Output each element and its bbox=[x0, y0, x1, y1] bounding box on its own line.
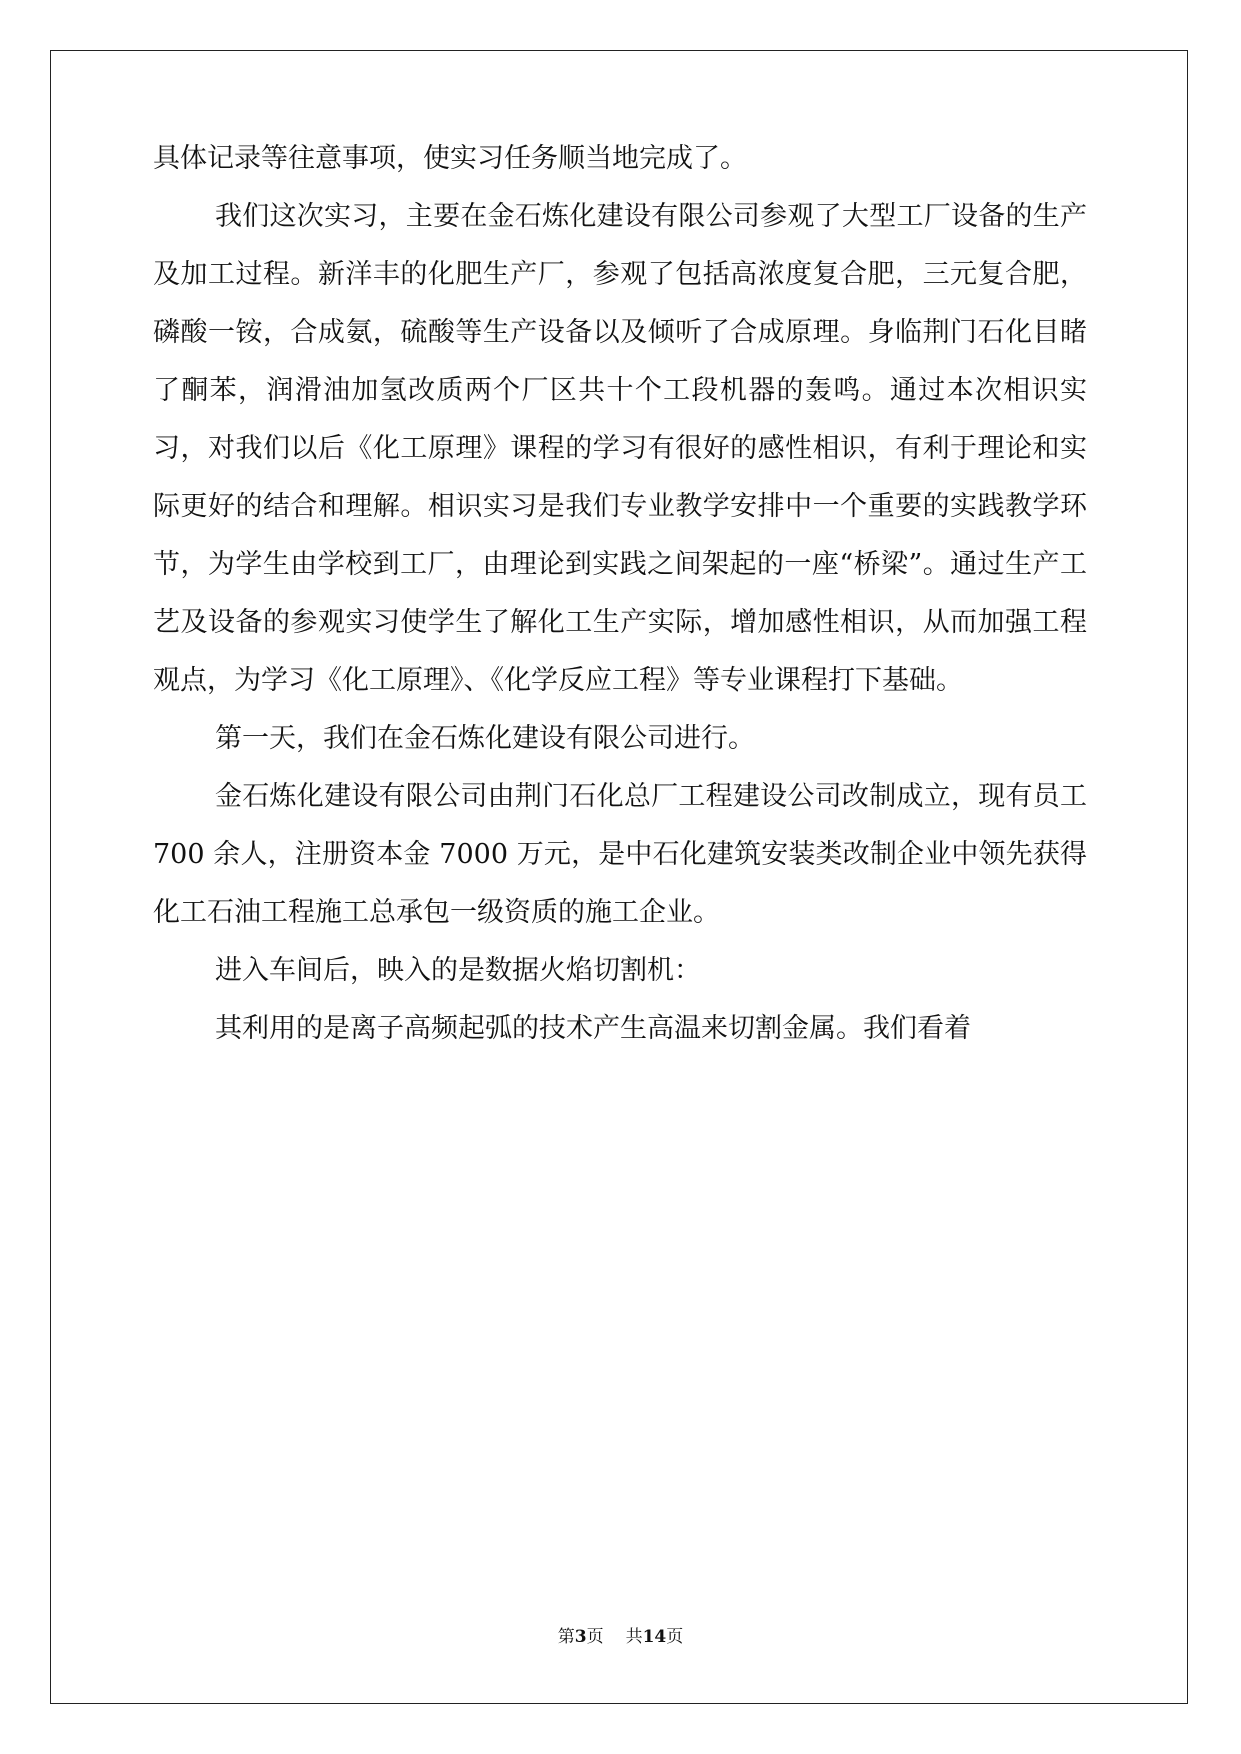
paragraph-internship-overview: 我们这次实习，主要在金石炼化建设有限公司参观了大型工厂设备的生产及加工过程。新洋丰的化肥生产厂，参观了包括高浓度复合肥，三元复合肥，磷酸一铵，合成氨，硫酸等生产设备以及倾听了合成原理。身临荆门石化目睹了酮苯，润滑油加氢改质两个厂区共十个工段机器的轰鸣。通过本次相识实习，对我们以后《化工原理》课程的学习有很好的感性相识，有利于理论和实际更好的结合和理解。相识实习是我们专业教学安排中一个重要的实践教学环节，为学生由学校到工厂，由理论到实践之间架起的一座“桥梁”。通过生产工艺及设备的参观实习使学生了解化工生产实际，增加感性相识，从而加强工程观点，为学习《化工原理》、《化学反应工程》等专业课程打下基础。 bbox=[153, 201, 1087, 696]
total-pages: 14 bbox=[642, 1627, 667, 1647]
page-footer bbox=[0, 1622, 1241, 1647]
page-number: 3 bbox=[574, 1627, 587, 1647]
paragraph-day-one: 第一天，我们在金石炼化建设有限公司进行。 bbox=[215, 723, 755, 754]
paragraph-continuation: 具体记录等往意事项，使实习任务顺当地完成了。 bbox=[153, 143, 747, 174]
paragraph-workshop-entry: 进入车间后，映入的是数据火焰切割机： bbox=[215, 955, 701, 986]
page-suffix: 页 bbox=[586, 1627, 604, 1647]
paragraph-company-intro: 金石炼化建设有限公司由荆门石化总厂工程建设公司改制成立，现有员工 700 余人，注册资本金 7000 万元，是中石化建筑安装类改制企业中领先获得化工石油工程施工总承包一级资质的施工企业。 bbox=[153, 781, 1087, 928]
paragraph-cutting-machine: 其利用的是离子高频起弧的技术产生高温来切割金属。我们看着 bbox=[215, 1013, 971, 1044]
page-prefix: 第 bbox=[557, 1627, 575, 1647]
document-body bbox=[153, 143, 1087, 1058]
total-prefix: 共 bbox=[625, 1627, 643, 1647]
total-suffix: 页 bbox=[666, 1627, 684, 1647]
